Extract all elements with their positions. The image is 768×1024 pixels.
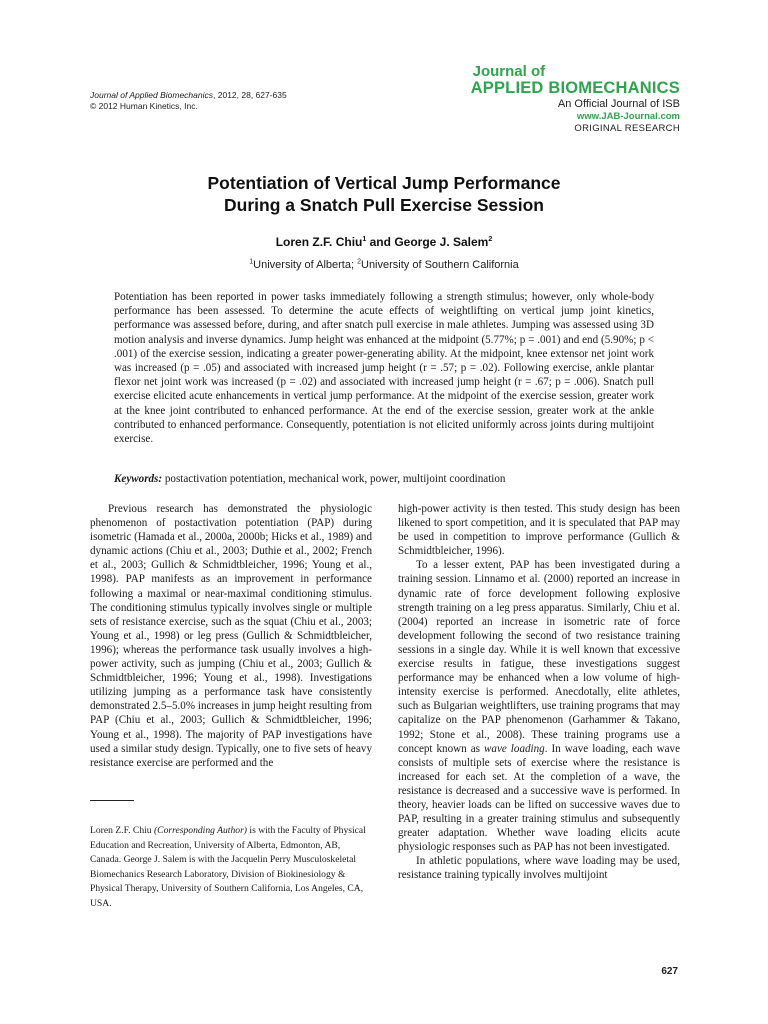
author-1-affil-marker: 1 [362,236,367,243]
paragraph-text: . In wave loading, each wave consists of multiple sets of exercise where the resistance is increased for each set. At the completion of a wave, the resistance is decreased and a successive wave is performed. In theory, heavier loads can be lifted on successive waves due to PAP, resulting in a greater training stimulus and subsequently greater adaptation. Whether wave loading elicits acute physiologic responses such as PAP has not been investigated. [398,742,681,854]
footnote-author-name: Loren Z.F. Chiu [90,825,154,836]
keywords [114,472,654,486]
article-title [0,172,768,216]
keywords-text: postactivation potentiation, mechanical work, power, multijoint coordination [162,473,506,485]
author-1: Loren Z.F. Chiu [275,235,363,249]
affiliations [0,259,768,271]
author-footnote [90,824,372,911]
footnote-text: is with the Faculty of Physical Education and Recreation, University of Alberta, Edmonton, AB, Canada. George J. Salem is with the Jacquelin Perry Musculoskeletal Biomechanics Research Laboratory, Division of Biokinesiology & Physical Therapy, University of Southern California, Los Angeles, CA, USA. [90,825,366,909]
body-paragraph: high-power activity is then tested. This study design has been likened to sport competition, and it is speculated that PAP may be used in competition to improve performance (Gullich & Schmidtbleicher, 1996). [398,503,680,558]
footnote-divider [90,800,134,801]
title-line-2: During a Snatch Pull Exercise Session [224,195,544,215]
journal-citation [90,90,287,112]
emphasis-term: wave loading [484,742,545,755]
affil-1-marker: 1 [249,258,254,266]
body-paragraph: Previous research has demonstrated the physiologic phenomenon of postactivation potentiation (PAP) during isometric (Hamada et al., 2000a, 2000b; Hicks et al., 1989) and dynamic actions (Chiu et al., 2003; Duthie et al., 2002; French et al., 2003; Gullich & Schmidtbleicher, 1996; Young et al., 1998). PAP manifests as an improvement in performance following a maximal or near-maximal conditioning stimulus. The conditioning stimulus typically involves single or multiple sets of resistance exercise, such as the squat (Chiu et al., 2003; Young et al., 1998) or leg press (Gullich & Schmidtbleicher, 1996); whereas the performance task usually involves a high-power activity, such as jumping (Chiu et al., 2003; Gullich & Schmidtbleicher, 1996; Young et al., 1998). Investigations utilizing jumping as a performance task have consistently demonstrated 2.5–5.0% increases in jump height resulting from PAP (Chiu et al., 2003; Gullich & Schmidtbleicher, 1996; Young et al., 1998). The majority of PAP investigations have used a similar study design. Typically, one to five sets of heavy resistance exercise are performed and the [90,503,372,769]
footnote-role: (Corresponding Author) [153,825,247,836]
citation-details: , 2012, 28, 627-635 [213,90,287,100]
citation-journal-name: Journal of Applied Biomechanics [90,90,214,100]
page-number: 627 [661,966,678,977]
body-paragraph [398,558,680,854]
affil-2: University of Southern California [361,259,519,271]
affil-1: University of Alberta; [253,259,358,271]
author-separator: and [366,235,395,249]
keywords-label: Keywords: [114,473,163,485]
paragraph-text: To a lesser extent, PAP has been investigated during a training session. Linnamo et al. (2000) reported an increase in dynamic rate of force development following explosive strength training on a leg press apparatus. Similarly, Chiu et al. (2004) reported an increase in isometric rate of force development following the second of two resistance training sessions in a single day. While it is well known that excessive exercise results in fatigue, these investigations suggest performance may be enhanced when a low volume of high-intensity exercise is performed. Anecdotally, elite athletes, such as Bulgarian weightlifters, use training programs that may capitalize on the PAP phenomenon (Garhammer & Takano, 1992; Stone et al., 2008). These training programs use a concept known as [398,559,680,755]
title-line-1: Potentiation of Vertical Jump Performance [207,173,561,193]
article-type: ORIGINAL RESEARCH [574,123,680,134]
body-column-right [398,502,680,883]
citation-line [90,90,287,101]
masthead-journal-of: Journal of [472,63,546,80]
affil-2-marker: 2 [357,258,361,266]
body-column-left [90,502,372,770]
masthead-journal-title: APPLIED BIOMECHANICS [470,79,680,97]
author-2-affil-marker: 2 [488,236,493,243]
abstract: Potentiation has been reported in power tasks immediately following a strength stimulus; however, only whole-body performance has been assessed. To determine the acute effects of weightlifting on vertical jump joint kinetics, performance was assessed before, during, and after snatch pull exercise in male athletes. Jumping was assessed using 3D motion analysis and inverse dynamics. Jump height was enhanced at the midpoint (5.77%; p = .001) and end (5.90%; p < .001) of the exercise session, indicating a greater power-generating ability. At the midpoint, knee extensor net joint work was increased (p = .05) and associated with increased jump height (r = .57; p = .02). Following exercise, ankle plantar flexor net joint work was increased (p = .02) and associated with increased jump height (r = .67; p = .006). Snatch pull exercise elicited acute enhancements in vertical jump performance. At the midpoint of the exercise session, greater work at the knee joint contributed to enhanced performance. At the end of the exercise session, greater work at the ankle contributed to enhanced performance. Consequently, potentiation is not elicited uniformly across joints during multijoint exercise. [114,291,654,446]
masthead-url: www.JAB-Journal.com [576,111,680,122]
author-list [0,235,768,249]
author-2: George J. Salem [394,235,489,249]
masthead-tagline: An Official Journal of ISB [557,98,680,110]
journal-masthead [471,64,680,135]
body-paragraph: In athletic populations, where wave loading may be used, resistance training typically involves multijoint [398,855,680,882]
copyright-line: © 2012 Human Kinetics, Inc. [90,101,198,111]
